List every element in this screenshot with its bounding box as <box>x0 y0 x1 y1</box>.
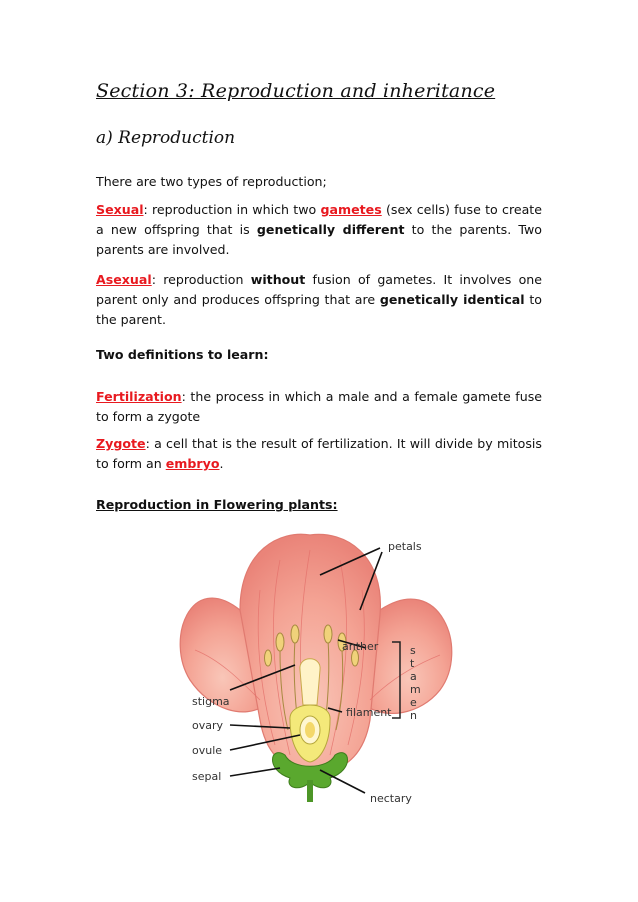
label-ovule: ovule <box>192 744 223 757</box>
asexual-colon: : <box>151 272 156 287</box>
label-petals: petals <box>388 540 422 553</box>
genetically-identical: genetically identical <box>379 292 525 307</box>
intro-paragraph: There are two types of reproduction; <box>96 174 327 189</box>
label-filament: filament <box>346 706 392 719</box>
asexual-text-1: reproduction <box>155 272 251 287</box>
svg-text:m: m <box>410 683 421 696</box>
without-bold: without <box>250 272 306 287</box>
zygote-term: Zygote <box>96 436 146 451</box>
sexual-colon: : <box>143 202 148 217</box>
section-title: Section 3: Reproduction and inheritance <box>96 80 496 102</box>
embryo-term: embryo <box>165 456 220 471</box>
genetically-different: genetically different <box>256 222 405 237</box>
sexual-term: Sexual <box>96 202 144 217</box>
definitions-heading: Two definitions to learn: <box>96 347 269 362</box>
svg-text:a: a <box>410 670 417 683</box>
svg-text:t: t <box>410 657 415 670</box>
fertilization-term: Fertilization <box>96 389 182 404</box>
svg-text:n: n <box>410 709 417 722</box>
sexual-text-2: (sex cells) fuse to create a new offspring that is <box>96 202 542 237</box>
label-ovary: ovary <box>192 719 224 732</box>
fertilization-paragraph <box>96 387 542 427</box>
sexual-text-3: to the parents. Two parents are involved. <box>96 222 543 257</box>
label-sepal: sepal <box>192 770 222 783</box>
flowering-heading: Reproduction in Flowering plants: <box>96 497 338 512</box>
zygote-text-2: . <box>219 456 224 471</box>
zygote-text-1: : a cell that is the result of fertilization. It will divide by mitosis to form an <box>96 436 542 471</box>
svg-text:s: s <box>410 644 416 657</box>
flower-diagram <box>170 530 460 820</box>
svg-text:e: e <box>410 696 417 709</box>
asexual-text-3: to the parent. <box>96 292 542 327</box>
sexual-text-1: reproduction in which two <box>147 202 321 217</box>
asexual-term: Asexual <box>96 272 152 287</box>
zygote-paragraph <box>96 434 542 474</box>
subsection-title: a) Reproduction <box>96 128 236 148</box>
label-anther: anther <box>342 640 379 653</box>
label-nectary: nectary <box>370 792 412 805</box>
asexual-text-2: fusion of gametes. It involves one parent only and produces offspring that are <box>96 272 543 307</box>
label-stigma: stigma <box>192 695 230 708</box>
asexual-paragraph <box>96 270 542 330</box>
fertilization-text: : the process in which a male and a female gamete fuse to form a zygote <box>96 389 542 424</box>
sexual-paragraph <box>96 200 542 260</box>
gametes-term: gametes <box>320 202 382 217</box>
